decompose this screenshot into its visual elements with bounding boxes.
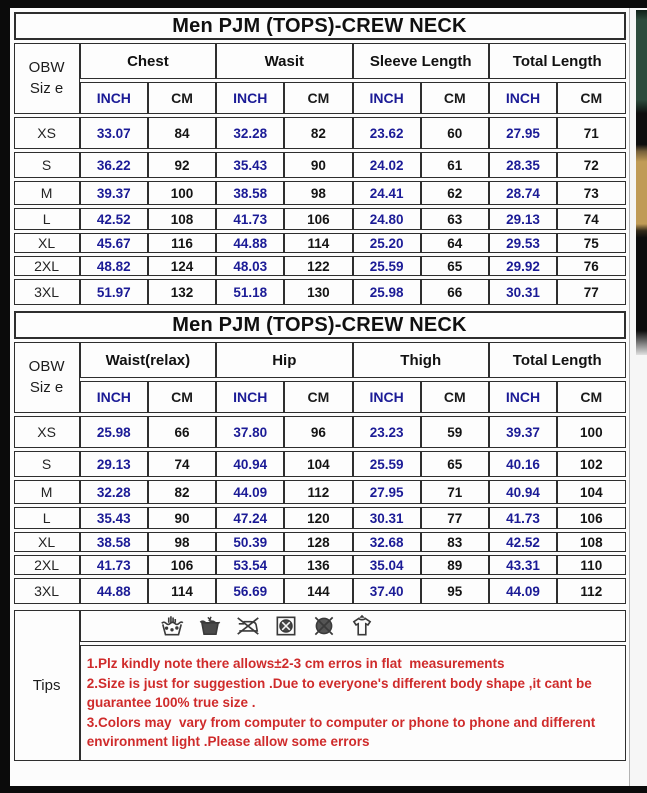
inch-value: 30.31	[489, 279, 557, 305]
unit-header-inch: INCH	[353, 381, 421, 413]
inch-value: 36.22	[80, 152, 148, 178]
inch-value: 27.95	[353, 480, 421, 504]
inch-value: 37.80	[216, 416, 284, 448]
inch-value: 38.58	[216, 181, 284, 205]
cm-value: 60	[421, 117, 489, 149]
cm-value: 92	[148, 152, 216, 178]
cm-value: 96	[284, 416, 352, 448]
unit-header-cm: CM	[421, 381, 489, 413]
inch-value: 29.13	[489, 208, 557, 230]
inch-value: 40.16	[489, 451, 557, 477]
cm-value: 110	[557, 555, 625, 575]
cm-value: 128	[284, 532, 352, 552]
inch-value: 24.02	[353, 152, 421, 178]
inch-value: 44.09	[216, 480, 284, 504]
cm-value: 90	[148, 507, 216, 529]
cm-value: 63	[421, 208, 489, 230]
table-row	[14, 480, 626, 504]
inch-value: 29.53	[489, 233, 557, 253]
table-row	[14, 532, 626, 552]
inch-value: 48.03	[216, 256, 284, 276]
table-row	[14, 256, 626, 276]
inch-value: 23.62	[353, 117, 421, 149]
size-label: S	[14, 451, 80, 477]
cm-value: 130	[284, 279, 352, 305]
group-header-thigh: Thigh	[353, 342, 489, 378]
hand-wash-icon	[159, 613, 185, 639]
size-header-line2: Siz e	[29, 79, 64, 97]
unit-header-cm: CM	[557, 381, 625, 413]
inch-value: 32.28	[80, 480, 148, 504]
cm-value: 108	[148, 208, 216, 230]
inch-value: 37.40	[353, 578, 421, 604]
cm-value: 98	[284, 181, 352, 205]
inch-value: 28.74	[489, 181, 557, 205]
cm-value: 76	[557, 256, 625, 276]
inch-value: 41.73	[216, 208, 284, 230]
inch-value: 47.24	[216, 507, 284, 529]
inch-value: 42.52	[489, 532, 557, 552]
table-row	[14, 555, 626, 575]
inch-value: 28.35	[489, 152, 557, 178]
inch-value: 27.95	[489, 117, 557, 149]
unit-header-cm: CM	[284, 82, 352, 114]
cm-value: 98	[148, 532, 216, 552]
inch-value: 44.88	[80, 578, 148, 604]
cm-value: 66	[148, 416, 216, 448]
cm-value: 84	[148, 117, 216, 149]
inch-value: 43.31	[489, 555, 557, 575]
cm-value: 73	[557, 181, 625, 205]
do-not-tumble-dry-icon	[273, 613, 299, 639]
cm-value: 83	[421, 532, 489, 552]
size-label: XL	[14, 233, 80, 253]
table-row	[14, 181, 626, 205]
cm-value: 65	[421, 451, 489, 477]
group-header-sleeve-length: Sleeve Length	[353, 43, 489, 79]
cm-value: 120	[284, 507, 352, 529]
cm-value: 77	[421, 507, 489, 529]
inch-value: 40.94	[216, 451, 284, 477]
size-header-line2: Siz e	[29, 378, 64, 396]
cm-value: 104	[557, 480, 625, 504]
group-header-total-length: Total Length	[489, 342, 626, 378]
size-header-line1: OBW	[28, 59, 65, 77]
size-column-header	[14, 43, 80, 114]
inch-value: 25.59	[353, 256, 421, 276]
do-not-dry-clean-icon	[311, 613, 337, 639]
size-label: 2XL	[14, 256, 80, 276]
cm-value: 64	[421, 233, 489, 253]
inch-value: 35.04	[353, 555, 421, 575]
unit-header-inch: INCH	[80, 82, 148, 114]
table-row	[14, 578, 626, 604]
cm-value: 62	[421, 181, 489, 205]
cm-value: 112	[284, 480, 352, 504]
cm-value: 66	[421, 279, 489, 305]
inch-value: 32.28	[216, 117, 284, 149]
inch-value: 29.13	[80, 451, 148, 477]
group-header-chest: Chest	[80, 43, 216, 79]
cm-value: 59	[421, 416, 489, 448]
tips-text-cell	[80, 645, 626, 761]
inch-value: 56.69	[216, 578, 284, 604]
inch-value: 40.94	[489, 480, 557, 504]
table-row	[14, 416, 626, 448]
inch-value: 39.37	[80, 181, 148, 205]
cm-value: 71	[421, 480, 489, 504]
inch-value: 44.09	[489, 578, 557, 604]
cm-value: 108	[557, 532, 625, 552]
inch-value: 50.39	[216, 532, 284, 552]
table-title: Men PJM (TOPS)-CREW NECK	[14, 311, 626, 339]
inch-value: 41.73	[80, 555, 148, 575]
size-table-1	[14, 9, 626, 308]
group-header-waist-relax: Waist(relax)	[80, 342, 216, 378]
size-label: M	[14, 181, 80, 205]
unit-header-inch: INCH	[216, 381, 284, 413]
table-row	[14, 279, 626, 305]
cm-value: 74	[148, 451, 216, 477]
inch-value: 44.88	[216, 233, 284, 253]
inch-value: 51.97	[80, 279, 148, 305]
size-label: XL	[14, 532, 80, 552]
size-chart-sheet	[10, 8, 629, 786]
cm-value: 144	[284, 578, 352, 604]
cm-value: 114	[284, 233, 352, 253]
inch-value: 29.92	[489, 256, 557, 276]
table-row	[14, 507, 626, 529]
cm-value: 124	[148, 256, 216, 276]
cm-value: 106	[284, 208, 352, 230]
inch-value: 25.20	[353, 233, 421, 253]
cm-value: 89	[421, 555, 489, 575]
table-row	[14, 451, 626, 477]
inch-value: 24.41	[353, 181, 421, 205]
unit-header-inch: INCH	[80, 381, 148, 413]
inch-value: 35.43	[80, 507, 148, 529]
size-header-line1: OBW	[28, 358, 65, 376]
size-label: 3XL	[14, 578, 80, 604]
cm-value: 72	[557, 152, 625, 178]
cm-value: 116	[148, 233, 216, 253]
group-header-waist: Wasit	[216, 43, 352, 79]
inch-value: 42.52	[80, 208, 148, 230]
table-title: Men PJM (TOPS)-CREW NECK	[14, 12, 626, 40]
cm-value: 104	[284, 451, 352, 477]
inch-value: 23.23	[353, 416, 421, 448]
tip-line-1: 1.Plz kindly note there allows±2-3 cm erros in flat measurements	[86, 656, 505, 671]
table-row	[14, 152, 626, 178]
table-row	[14, 117, 626, 149]
table-row	[14, 233, 626, 253]
size-label: 2XL	[14, 555, 80, 575]
cm-value: 61	[421, 152, 489, 178]
cm-value: 65	[421, 256, 489, 276]
do-not-iron-icon	[235, 613, 261, 639]
care-icons-row	[80, 610, 626, 642]
size-label: L	[14, 208, 80, 230]
group-header-total-length: Total Length	[489, 43, 626, 79]
inch-value: 24.80	[353, 208, 421, 230]
inch-value: 33.07	[80, 117, 148, 149]
unit-header-inch: INCH	[216, 82, 284, 114]
product-photo-sliver	[636, 10, 647, 355]
inch-value: 51.18	[216, 279, 284, 305]
unit-header-inch: INCH	[489, 82, 557, 114]
cm-value: 106	[557, 507, 625, 529]
cm-value: 82	[148, 480, 216, 504]
inch-value: 38.58	[80, 532, 148, 552]
inch-value: 25.98	[80, 416, 148, 448]
care-icons	[81, 613, 625, 639]
inch-value: 25.98	[353, 279, 421, 305]
group-header-hip: Hip	[216, 342, 352, 378]
inch-value: 41.73	[489, 507, 557, 529]
inch-value: 32.68	[353, 532, 421, 552]
care-tips-section	[14, 607, 626, 764]
unit-header-cm: CM	[148, 82, 216, 114]
inch-value: 48.82	[80, 256, 148, 276]
inch-value: 45.67	[80, 233, 148, 253]
inch-value: 35.43	[216, 152, 284, 178]
size-label: M	[14, 480, 80, 504]
size-label: L	[14, 507, 80, 529]
table-row	[14, 208, 626, 230]
cm-value: 106	[148, 555, 216, 575]
cm-value: 114	[148, 578, 216, 604]
unit-header-inch: INCH	[489, 381, 557, 413]
cm-value: 71	[557, 117, 625, 149]
unit-header-cm: CM	[148, 381, 216, 413]
cm-value: 102	[557, 451, 625, 477]
unit-header-cm: CM	[284, 381, 352, 413]
cm-value: 136	[284, 555, 352, 575]
size-label: S	[14, 152, 80, 178]
unit-header-cm: CM	[557, 82, 625, 114]
unit-header-inch: INCH	[353, 82, 421, 114]
inch-value: 39.37	[489, 416, 557, 448]
shirt-icon	[349, 613, 375, 639]
unit-header-cm: CM	[421, 82, 489, 114]
cm-value: 90	[284, 152, 352, 178]
inch-value: 53.54	[216, 555, 284, 575]
size-table-2	[14, 308, 626, 607]
size-column-header	[14, 342, 80, 413]
tip-line-2: 2.Size is just for suggestion .Due to everyone's different body shape ,it cant be guarantee 100% true size .	[86, 675, 596, 711]
cm-value: 95	[421, 578, 489, 604]
cm-value: 100	[557, 416, 625, 448]
size-label: XS	[14, 117, 80, 149]
cm-value: 74	[557, 208, 625, 230]
tips-label: Tips	[14, 610, 80, 761]
cm-value: 75	[557, 233, 625, 253]
size-label: XS	[14, 416, 80, 448]
cm-value: 100	[148, 181, 216, 205]
size-label: 3XL	[14, 279, 80, 305]
cm-value: 122	[284, 256, 352, 276]
cm-value: 132	[148, 279, 216, 305]
cm-value: 77	[557, 279, 625, 305]
inch-value: 30.31	[353, 507, 421, 529]
inch-value: 25.59	[353, 451, 421, 477]
wash-basin-icon	[197, 613, 223, 639]
tip-line-3: 3.Colors may vary from computer to computer or phone to phone and different environment light .Please allow some errors	[86, 714, 600, 750]
cm-value: 82	[284, 117, 352, 149]
cm-value: 112	[557, 578, 625, 604]
